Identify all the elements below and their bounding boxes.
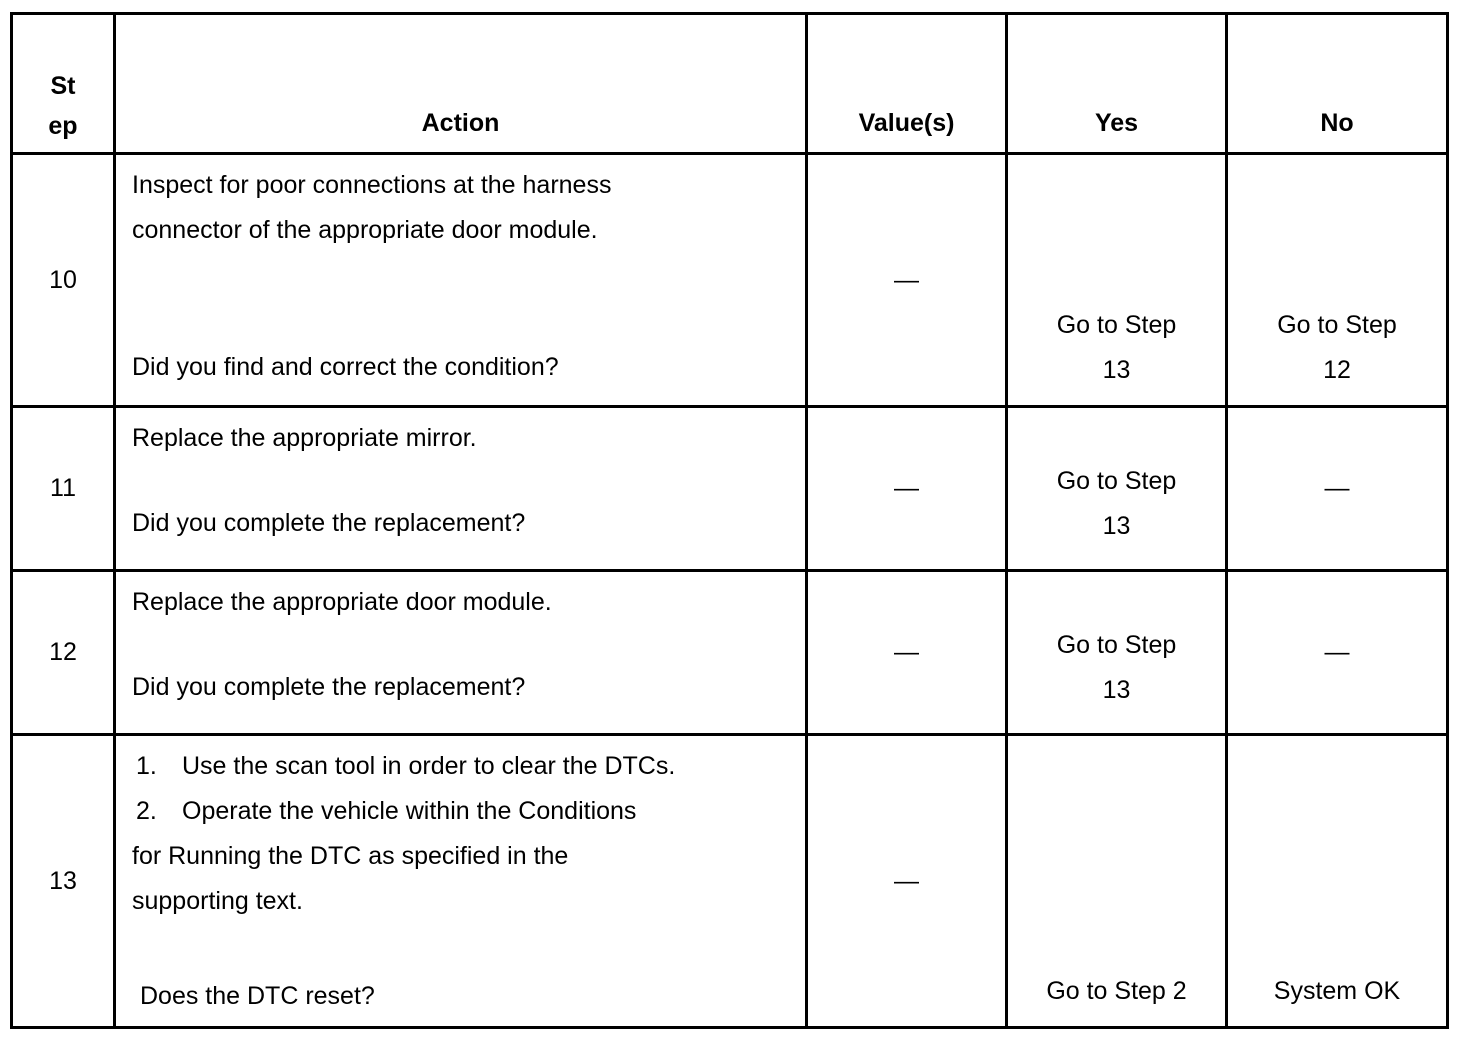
yes-line: 13: [1102, 675, 1131, 704]
action-line: Inspect for poor connections at the harness: [132, 171, 612, 199]
header-step-line2: ep: [48, 112, 78, 140]
action-question: Did you find and correct the condition?: [132, 353, 559, 381]
table-row: [12, 735, 1448, 1028]
action-cell: [115, 154, 807, 407]
value-cell: —: [807, 571, 1007, 735]
no-cell: —: [1227, 407, 1448, 571]
list-item: [132, 789, 805, 834]
no-cell: System OK: [1227, 735, 1448, 1028]
header-step: [12, 14, 115, 154]
action-line: supporting text.: [132, 887, 303, 915]
yes-line: Go to Step: [1056, 630, 1177, 659]
diagnostic-steps-table: [10, 12, 1449, 1029]
action-line: connector of the appropriate door module.: [132, 216, 598, 244]
action-line: Replace the appropriate mirror.: [132, 424, 477, 452]
header-yes: Yes: [1007, 14, 1227, 154]
no-cell: [1227, 154, 1448, 407]
header-action: Action: [115, 14, 807, 154]
action-line: for Running the DTC as specified in the: [132, 842, 569, 870]
step-number: 13: [12, 735, 115, 1028]
header-values: Value(s): [807, 14, 1007, 154]
action-question: Does the DTC reset?: [140, 982, 375, 1010]
header-row: [12, 14, 1448, 154]
no-cell: —: [1227, 571, 1448, 735]
action-line: Replace the appropriate door module.: [132, 588, 552, 616]
step-number: 12: [12, 571, 115, 735]
no-line: 12: [1323, 356, 1351, 384]
yes-line: Go to Step: [1056, 311, 1177, 339]
list-item: [132, 744, 805, 789]
list-item-text: Use the scan tool in order to clear the DTCs.: [182, 752, 676, 780]
action-list: [132, 744, 805, 834]
yes-cell: Go to Step 2: [1007, 735, 1227, 1028]
header-no: No: [1227, 14, 1448, 154]
value-cell: —: [807, 154, 1007, 407]
list-item-number: 1.: [136, 752, 157, 780]
value-cell: —: [807, 407, 1007, 571]
list-item-text: Operate the vehicle within the Conditions: [182, 797, 637, 825]
action-question: Did you complete the replacement?: [132, 509, 526, 537]
table-row: [12, 154, 1448, 407]
action-question: Did you complete the replacement?: [132, 673, 526, 701]
action-cell: [115, 735, 807, 1028]
list-item-number: 2.: [136, 797, 157, 825]
yes-cell: [1007, 407, 1227, 571]
yes-line: 13: [1102, 511, 1131, 540]
value-cell: —: [807, 735, 1007, 1028]
action-cell: [115, 407, 807, 571]
table-row: [12, 407, 1448, 571]
yes-line: 13: [1102, 356, 1131, 384]
table-row: [12, 571, 1448, 735]
header-step-line1: St: [50, 72, 76, 100]
step-number: 10: [12, 154, 115, 407]
yes-cell: [1007, 154, 1227, 407]
yes-line: Go to Step: [1056, 466, 1177, 495]
action-cell: [115, 571, 807, 735]
yes-cell: [1007, 571, 1227, 735]
no-line: Go to Step: [1277, 311, 1397, 339]
step-number: 11: [12, 407, 115, 571]
